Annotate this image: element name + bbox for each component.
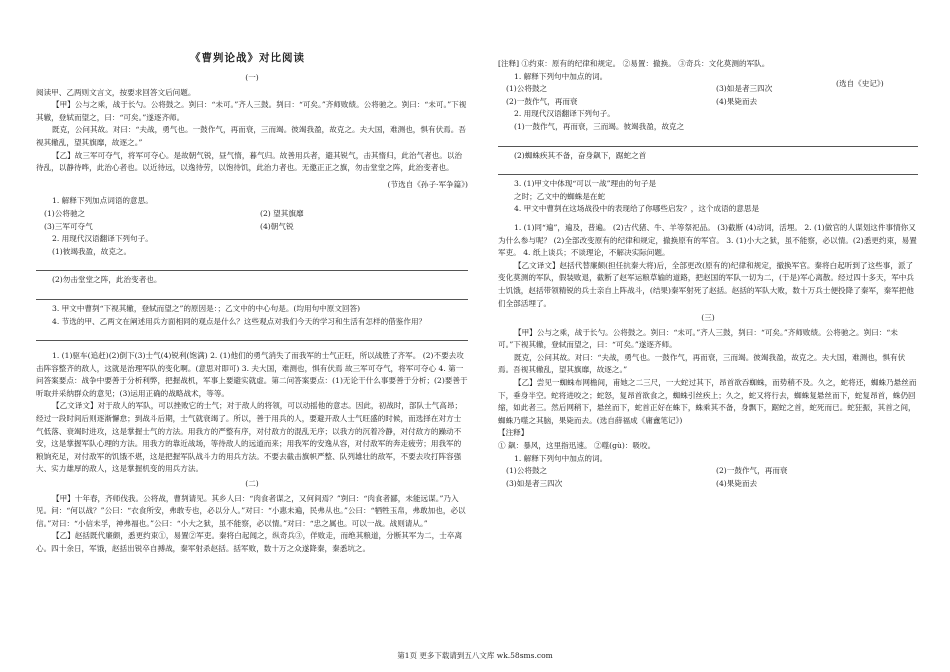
r-annotation-heading: 【注释】	[498, 428, 529, 438]
right-column	[498, 58, 918, 490]
r-q1-item-d: (4)果毙而去	[716, 96, 758, 106]
r3-q1-item-a: (1)公将鼓之	[506, 466, 548, 476]
r-translation-block-1: 【乙文译文】赵括代替廉颇(担任抗秦大将)后，全部更改(原有的)纪律和规定，撤换军官。秦将白起听到了这些事，派了变化莫测的军队，假装败退，截断了赵军运粮草输的道路，把赵国的军队一切为二，(于是)军心离散。经过四十多天，军中兵士饥饿，赵括带领精锐的兵士亲自上阵战斗，(结果)秦军射死了赵括。赵括的军队大败，数十万兵士便投降了秦军，秦军把他们全部活埋了。	[498, 260, 914, 308]
r-passage-yi	[498, 377, 918, 427]
r3-q1-items	[498, 465, 918, 478]
r-annotation-2: ① 飙：暴风，这里指迅速。 ②噬(gù)：吸咬。	[498, 441, 656, 451]
left-column	[36, 70, 468, 556]
r-q4-text: 4. 甲文中曹刿在这场战役中的表现给了你哪些启发？	[514, 204, 691, 214]
r-q1-item-c: (3)如是者三四次	[716, 84, 773, 94]
r-answer-block-1: 1. (1)同“遍”，遍及，普遍。 (2)古代猪、牛、羊等祭祀品。 (3)截断 (4)动词，活埋。 2. (1)做官的人谋划这件事情你又为什么参与呢？ (2)全部改变原有的纪律和规定，撤换原有的军官。 3. (1)小大之狱，虽不能察，必以情。(2)悉更约束，易置军吏。 4. 纸上谈兵；不谈理论，不解决实际问题。	[498, 222, 917, 258]
answer-line	[36, 259, 468, 271]
passage-yi-2: 【乙】赵括既代廉颇，悉更约束①，易置②军吏。秦将白起闻之，纵奇兵③，佯败走，而绝其粮道，分断其军为二，士卒离心。四十余日，军饿，赵括出锐卒自搏战，秦军射杀赵括。括军败，数十万之众遂降秦，秦悉坑之。	[36, 531, 463, 553]
section-heading-2: (二)	[245, 479, 259, 489]
passage-yi: 【乙】故三军可夺气，将军可夺心。是故朝气锐，昼气惰，暮气归。故善用兵者，避其锐气，击其惰归，此治气者也。以治待乱，以静待哗，此治心者也。以近待远，以逸待劳，以饱待饥，此治力者也。无邀正正之旗，勿击堂堂之阵，此治变者也。	[36, 150, 463, 173]
q2-item-b: (2)勿击堂堂之阵，此治变者也。	[52, 275, 162, 285]
r3-q1-item-c: (3)如是者三四次	[506, 478, 563, 488]
q1-item-c: (3)三军可夺气	[44, 221, 93, 231]
q2-item-a: (1)彼竭我盈，故克之。	[52, 246, 132, 256]
r-passage-jia: 【甲】公与之乘，战于长勺。公将鼓之。刿曰：“未可。”齐人三鼓，刿曰：“可矣。”齐师败绩。公将驰之。刿曰：“未可。”下视其辙，登轼而望之，曰：“可矣。”遂逐齐师。	[498, 327, 898, 350]
q1-item-a: (1)公将驰之	[44, 208, 86, 218]
r-q1-item-b: (2)一鼓作气，再而衰	[506, 96, 578, 106]
question-2: 2. 用现代汉语翻译下列句子。	[52, 234, 153, 244]
passage-jia: 【甲】公与之乘，战于长勺。公将鼓之。刿曰：“未可。”齐人三鼓。刿曰：“可矣。”齐师败绩。公将驰之。刿曰：“未可。”下视其辙，登轼而望之，曰：“可矣。”遂逐齐师。	[36, 100, 467, 122]
passage-source: (节选自《孙子·军争篇》)	[387, 179, 468, 189]
r3-q1-item-d: (4)果毙而去	[716, 478, 758, 488]
annotation: [注释] ①约束：原有的纪律和规定。 ②易置：撤换。 ③奇兵：文化莫测的军队。	[498, 59, 770, 68]
r-question-4	[498, 203, 918, 216]
r-passage-yi-text: 【乙】尝见一蜘蛛布网檐间，甫她之二三尺，一大蛇过其下，昂首欲吞蜘蛛，而势稍不及。久之，蛇将还，蜘蛛乃悬丝而下，垂身半空。蛇将进咬之；蛇怒，复昂首欲食之，蜘蛛引丝疾上；久之，蛇又将行去，蜘蛛复悬丝而下，蛇复昂首，蛛仍回缩，如此者三。然后网稍下，悬丝而下，蛇首正好在蛛下，蛛乘其不备，身飘下，踞蛇之首，蛇死而已。蛇狂振，其首之间，蜘蛛乃噬之其脑，果毙而去。	[498, 378, 917, 425]
answer-line	[36, 288, 468, 300]
question-1-items	[36, 208, 468, 221]
q1-item-b: (2) 望其旗靡	[260, 208, 304, 218]
q3-text-c: 。(均用句中原文回答)	[285, 303, 361, 313]
title-source-note: (选自《史记》)	[836, 79, 884, 88]
question-4: 4. 节选的甲、乙两文在阐述用兵方面相同的观点是什么？这些观点对我们今天的学习和生活有怎样的借鉴作用？	[52, 316, 427, 326]
answer-line	[36, 329, 468, 341]
r-q2-item-b: (2)蜘蛛疾其不备，奋身飙下，踞蛇之首	[514, 150, 647, 160]
answer-block-1: 1. (1)驱车(追赶)(2)倒下(3)士气(4)锐利(饱满) 2. (1)他们的勇气消失了而我军的士气正旺，所以战胜了齐军。 (2)不要去攻击阵容整齐的敌人，这就是治理军队的变化啊。(意思对即可) 3. 夫大国，难测也，惧有伏焉 故三军可夺气，将军可夺心 4. 第一问答案要点：战争中要善于分析利弊，把握战机，军事上要避实就虚。第二问答案要点：(1)无论干什么事要善于分析；(2)要善于听取并采纳群众的意见；(3)运用正确的战略战术，等等。	[36, 351, 468, 398]
r-passage-jia-2: 既克，公问其故。对曰：“夫战，勇气也。一鼓作气，再而衰，三而竭。彼竭我盈，故克之。夫大国，难测也，惧有伏焉。吾视其辙乱，望其旗靡，故逐之。”	[498, 352, 906, 375]
intro-text: 阅读甲、乙两则文言文，按要求回答文后问题。	[36, 87, 196, 97]
passage-jia-3: 【甲】十年春，齐师伐我。公将战，曹刿请见。其乡人曰：“肉食者谋之，又何间焉？”刿曰：“肉食者鄙，未能远谋。”乃入见。问：“何以战？”公曰：“衣食所安，弗敢专也，必以分人。”对曰：“小惠未遍，民弗从也。”公曰：“牺牲玉帛，弗敢加也，必以信。”对曰：“小信未孚，神弗福也。”公曰：“小大之狱，虽不能察，必以情。”对曰：“忠之属也。可以一战。战则请从。”	[36, 493, 466, 528]
question-1-items-2	[36, 221, 468, 234]
r-q2-item-a: (1)一鼓作气，再而衰，三而竭。彼竭我盈，故克之	[514, 121, 685, 131]
r-passage-yi-source: (选自薛福成《庸盦笔记》)	[596, 415, 683, 425]
section-heading-1: (一)	[245, 73, 259, 82]
r-question-2: 2. 用现代汉语翻译下列句子。	[514, 109, 615, 119]
r3-question-1: 1. 解释下列句中加点的词。	[514, 453, 608, 463]
r-q1-item-a: (1)公将鼓之	[506, 84, 548, 94]
passage-jia-2: 既克，公问其故。对曰：“夫战，勇气也。一鼓作气，再而衰，三而竭。彼竭我盈，故克之。夫大国，难测也，惧有伏焉。吾视其辙乱，望其旗靡，故逐之。”	[36, 125, 466, 147]
question-1: 1. 解释下列加点词语的意思。	[52, 196, 153, 206]
question-3	[36, 303, 468, 316]
translation-block-1: 【乙文译文】对于敌人的军队，可以挫败它的士气；对于敌人的将领，可以动摇他的意志。因此，初战时，部队士气高昂；经过一段时间后则逐渐懈怠；到战斗后期，士气就衰竭了。所以，善于用兵的人，要避开敌人士气旺盛的时候，而选择在对方士气低落、衰竭时进攻，这是掌握士气的方法。用我方的严整有序，对付敌方的混乱无序；以我方的沉着冷静，对付敌方的躁动不安，这是掌握军队心理的方法。用我方的靠近战场，等待敌人的远道而来；用我军的安逸从容，对付敌军的奔走疲劳；用我军的粮饷充足，对付敌军的饥饿不堪，这是把握军队战斗力的用兵方法。不要去截击旗帜严整、队列雄壮的敌军，不要去攻打阵容强大、实力雄厚的敌人，这是掌握机变的用兵方法。	[36, 401, 463, 474]
r-q1-items	[498, 83, 918, 96]
r3-q1-items-2	[498, 478, 918, 491]
q1-item-d: (4)朝气锐	[260, 221, 294, 231]
q3-text-b: ；乙文中的中心句是	[217, 303, 286, 313]
r-question-1: 1. 解释下列句中加点的词。	[514, 71, 608, 81]
page-footer: 第1页 更多下载请到五八文库 wk.58sms.com	[397, 651, 553, 660]
answer-line	[498, 135, 918, 147]
page-title: 《曹刿论战》对比阅读	[190, 52, 305, 64]
r-question-3b: 之时；乙文中的蜘蛛是在蛇	[514, 191, 606, 201]
section-heading-3: (三)	[701, 313, 715, 323]
q3-text: 3. 甲文中曹刿“下视其辙，登轼而望之”的原因是：	[52, 303, 218, 313]
answer-line	[498, 163, 918, 175]
r-question-3a: 3. (1)甲文中体现“可以一战”理由的句子是	[514, 179, 657, 189]
r-q4-text-b: ，这个成语的意思是	[690, 204, 760, 214]
r3-q1-item-b: (2)一鼓作气，再而衰	[716, 466, 788, 476]
r-q1-items-2	[498, 96, 918, 109]
